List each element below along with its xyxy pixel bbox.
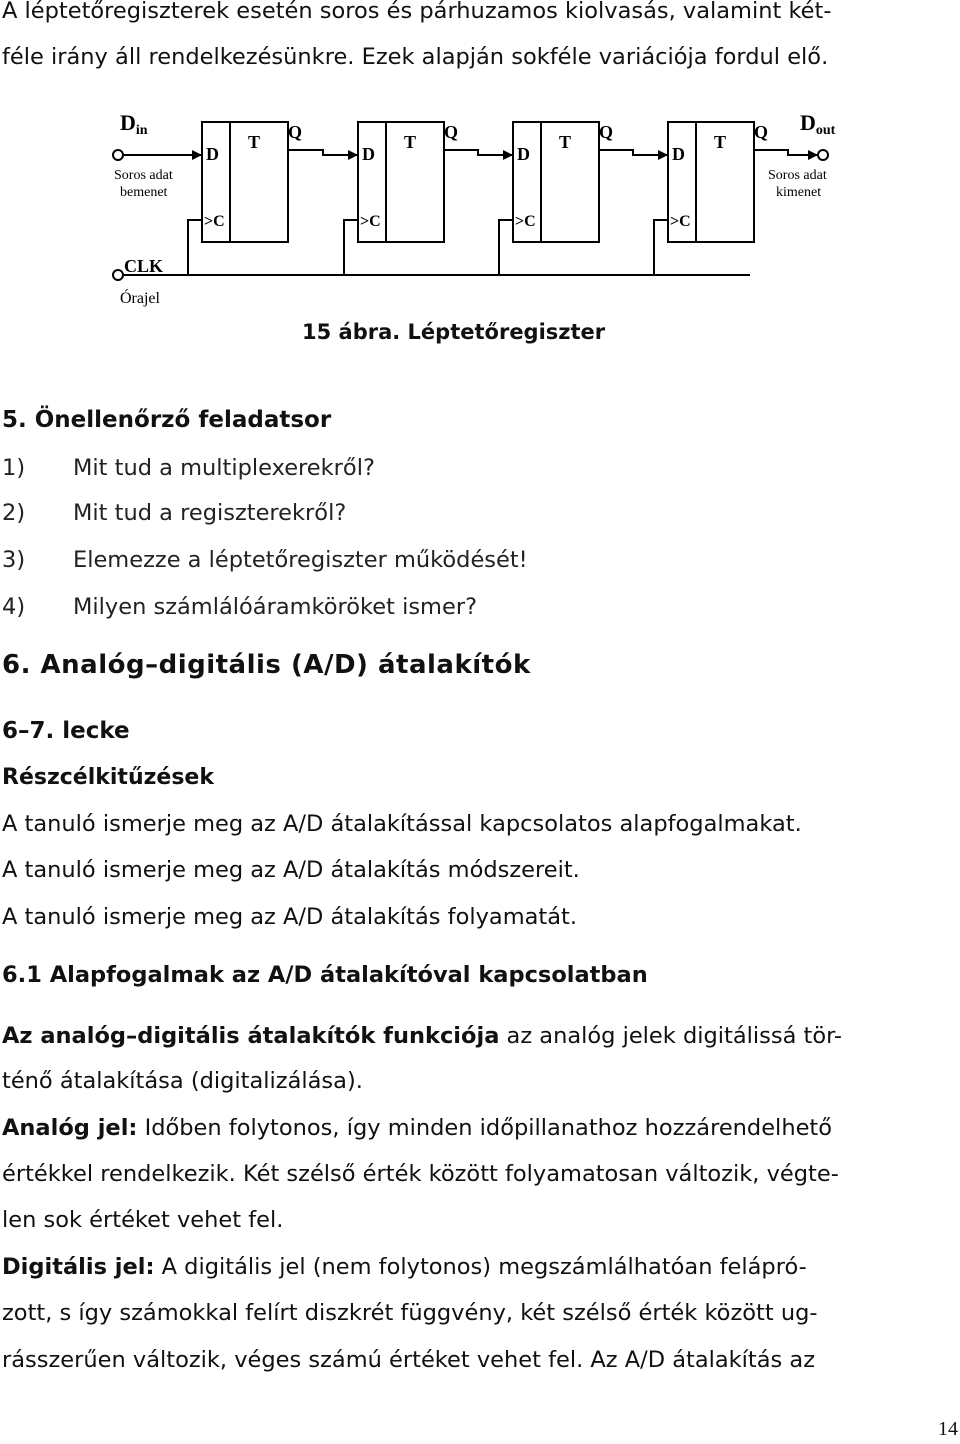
clk-sub-label: Órajel bbox=[120, 290, 160, 307]
question-3-text: Elemezze a léptetőregiszter működését! bbox=[73, 547, 528, 573]
section5-title: 5. Önellenőrző feladatsor bbox=[2, 407, 332, 433]
p3-line-3: rásszerűen változik, véges számú értéket vehet fel. Az A/D átalakítás az bbox=[2, 1347, 816, 1373]
p3-line-2: zott, s így számokkal felírt diszkrét függvény, két szélső érték között ug- bbox=[2, 1300, 818, 1326]
lesson-label: 6–7. lecke bbox=[2, 718, 130, 744]
shift-register-diagram bbox=[100, 100, 860, 315]
p1-rest-line-1: az analóg jelek digitálissá tör- bbox=[506, 1023, 843, 1049]
p2-rest-line-1: Időben folytonos, így minden időpillanathoz hozzárendelhető bbox=[144, 1115, 833, 1141]
p3-rest-line-1: A digitális jel (nem folytonos) megszámlálhatóan felápró- bbox=[161, 1254, 807, 1280]
output-label-1: Soros adat bbox=[768, 168, 827, 183]
p2-line-2: értékkel rendelkezik. Két szélső érték között folyamatosan változik, végte- bbox=[2, 1161, 839, 1187]
ff3-q-label: Q bbox=[599, 122, 614, 142]
question-1-text: Mit tud a multiplexerekről? bbox=[73, 455, 375, 481]
question-4-text: Milyen számlálóáramköröket ismer? bbox=[73, 594, 478, 620]
dout-label: Dout bbox=[800, 110, 836, 138]
output-label-2: kimenet bbox=[776, 185, 822, 200]
p1-line-1 bbox=[2, 1021, 958, 1051]
din-label: Din bbox=[120, 110, 148, 138]
ff1-d-label: D bbox=[206, 144, 219, 164]
ff1-t-label: T bbox=[248, 132, 261, 152]
question-2-text: Mit tud a regiszterekről? bbox=[73, 500, 347, 526]
ff2-c-label: >C bbox=[360, 213, 381, 230]
clk-label: CLK bbox=[124, 256, 164, 276]
ff1-c-label: >C bbox=[204, 213, 225, 230]
din-terminal bbox=[113, 150, 123, 160]
question-4-num: 4) bbox=[2, 594, 26, 620]
page-number: 14 bbox=[938, 1418, 958, 1440]
figure-caption: 15 ábra. Léptetőregiszter bbox=[302, 320, 606, 344]
goals-title: Részcélkitűzések bbox=[2, 765, 214, 790]
goal-2: A tanuló ismerje meg az A/D átalakítás módszereit. bbox=[2, 857, 580, 883]
intro-line-2: féle irány áll rendelkezésünkre. Ezek alapján sokféle variációja fordul elő. bbox=[2, 44, 829, 70]
p1-line-2: ténő átalakítása (digitalizálása). bbox=[2, 1068, 363, 1094]
input-label-2: bemenet bbox=[120, 185, 168, 200]
ff1-q-label: Q bbox=[288, 122, 303, 142]
p2-line-3: len sok értéket vehet fel. bbox=[2, 1207, 284, 1233]
p3-line-1 bbox=[2, 1252, 807, 1282]
p2-bold-term: Analóg jel: bbox=[2, 1115, 138, 1141]
clk-terminal bbox=[113, 270, 123, 280]
ff4-d-label: D bbox=[672, 144, 685, 164]
section6-title: 6. Analóg–digitális (A/D) átalakítók bbox=[2, 650, 531, 680]
input-label-1: Soros adat bbox=[114, 168, 173, 183]
question-3-num: 3) bbox=[2, 547, 26, 573]
dout-terminal bbox=[818, 150, 828, 160]
question-2-num: 2) bbox=[2, 500, 26, 526]
intro-line-1: A léptetőregiszterek esetén soros és párhuzamos kiolvasás, valamint két- bbox=[2, 0, 832, 24]
ff4-q-label: Q bbox=[754, 122, 769, 142]
ff4-t-label: T bbox=[714, 132, 727, 152]
goal-3: A tanuló ismerje meg az A/D átalakítás folyamatát. bbox=[2, 904, 578, 930]
goal-1: A tanuló ismerje meg az A/D átalakítással kapcsolatos alapfogalmakat. bbox=[2, 811, 802, 837]
p2-line-1 bbox=[2, 1113, 832, 1143]
ff3-c-label: >C bbox=[515, 213, 536, 230]
subsection-title: 6.1 Alapfogalmak az A/D átalakítóval kapcsolatban bbox=[2, 962, 648, 988]
ff3-t-label: T bbox=[559, 132, 572, 152]
ff2-q-label: Q bbox=[444, 122, 459, 142]
question-1-num: 1) bbox=[2, 455, 26, 481]
ff4-c-label: >C bbox=[670, 213, 691, 230]
p1-bold-term: Az analóg–digitális átalakítók funkciója bbox=[2, 1023, 500, 1049]
ff3-d-label: D bbox=[517, 144, 530, 164]
p3-bold-term: Digitális jel: bbox=[2, 1254, 155, 1280]
ff2-t-label: T bbox=[404, 132, 417, 152]
ff2-d-label: D bbox=[362, 144, 375, 164]
